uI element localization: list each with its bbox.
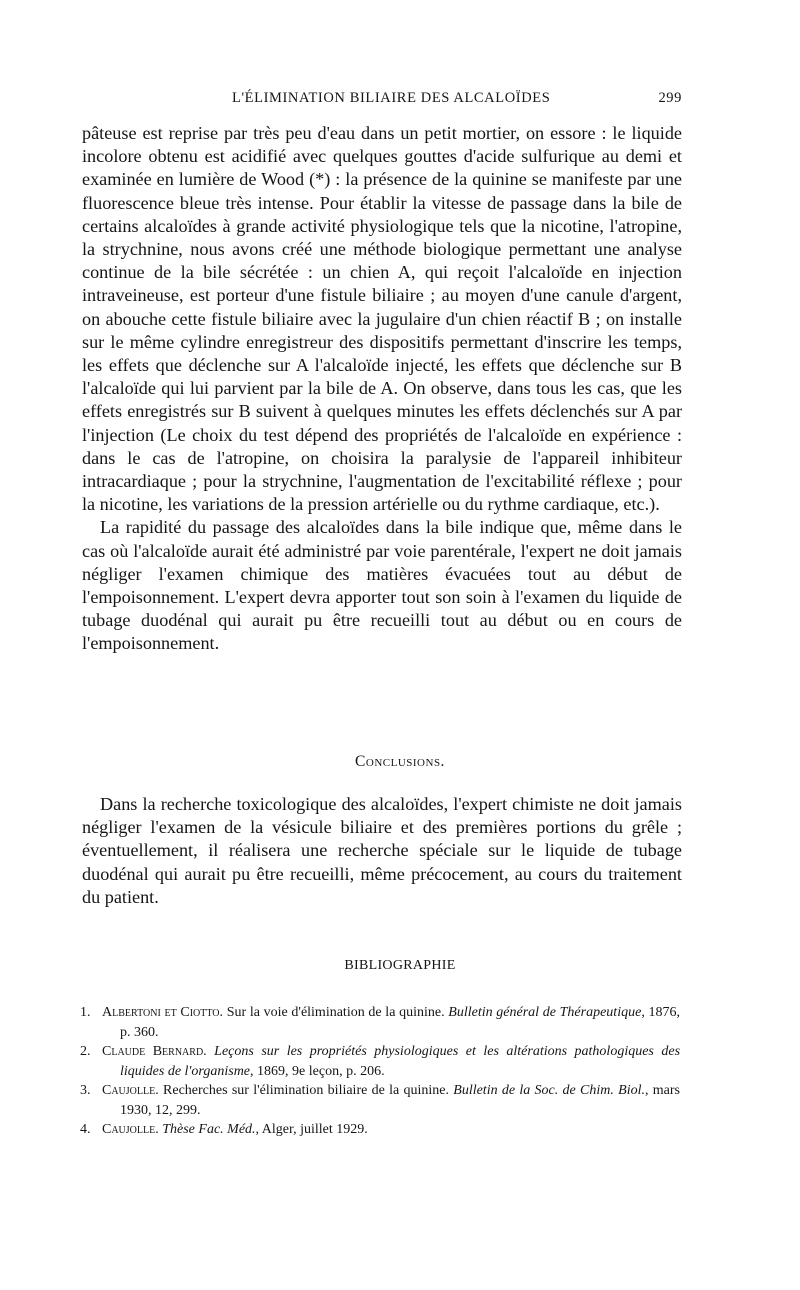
entry-number: 2. xyxy=(80,1044,91,1059)
entry-details: , 1869, 9e leçon, p. 206. xyxy=(250,1063,385,1079)
entry-number: 1. xyxy=(80,1005,91,1020)
entry-details: , Alger, juillet 1929. xyxy=(255,1122,368,1137)
entry-authors: Caujolle. xyxy=(102,1122,159,1137)
entry-text: Sur la voie d'élimination de la quinine. xyxy=(223,1005,449,1020)
entry-journal: Bulletin de la Soc. de Chim. Biol. xyxy=(453,1083,645,1098)
running-title: L'ÉLIMINATION BILIAIRE DES ALCALOÏDES xyxy=(232,90,551,106)
section-heading-conclusions: Conclusions. xyxy=(355,753,445,770)
bibliography-entry xyxy=(80,1003,680,1042)
entry-number: 3. xyxy=(80,1083,91,1098)
bibliography-list xyxy=(80,1003,680,1140)
bibliography-entry xyxy=(80,1081,680,1120)
section-heading-bibliography: BIBLIOGRAPHIE xyxy=(344,958,456,973)
entry-journal: Bulletin général de Thérapeutique xyxy=(448,1005,642,1020)
paragraph: Dans la recherche toxicologique des alcaloïdes, l'expert chimiste ne doit jamais négliger l'examen de la vésicule biliaire et des premières portions du grêle ; éventuellement, il réalisera une recherche spéciale sur le liquide de tubage duodénal qui aurait pu être recueilli, même précocement, au cours du traitement du patient. xyxy=(82,794,682,907)
entry-journal: Thèse Fac. Méd. xyxy=(162,1122,256,1137)
body-text xyxy=(82,122,682,656)
entry-number: 4. xyxy=(80,1122,91,1137)
page-number: 299 xyxy=(658,90,682,106)
entry-journal: Leçons sur les propriétés physiologiques et les altérations pathologiques des liquides de l'organisme xyxy=(120,1044,681,1079)
bibliography-entry xyxy=(80,1042,680,1081)
entry-text: Recherches sur l'élimination biliaire de la quinine. xyxy=(158,1083,454,1098)
conclusions-text xyxy=(82,793,682,909)
entry-details: , mars 1930, 12, 299. xyxy=(120,1083,680,1118)
entry-authors: Caujolle. xyxy=(102,1083,159,1098)
entry-authors: Albertoni et Ciotto. xyxy=(102,1005,224,1020)
bibliography-entry xyxy=(80,1120,680,1140)
paragraph: pâteuse est reprise par très peu d'eau dans un petit mortier, on essore : le liquide incolore obtenu est acidifié avec quelques gouttes d'acide sulfurique au demi et examinée en lumière de Wood (*) : la présence de la quinine se manifeste par une fluorescence bleue très intense. Pour établir la vitesse de passage dans la bile de certains alcaloïdes à grande activité physiologique tels que la nicotine, l'atropine, la strychnine, nous avons créé une méthode biologique permettant une analyse continue de la bile sécrétée : un chien A, qui reçoit l'alcaloïde en injection intraveineuse, est porteur d'une fistule biliaire ; au moyen d'une canule d'argent, on abouche cette fistule biliaire avec la jugulaire d'un chien réactif B ; on installe sur le même cylindre enregistreur des dispositifs permettant d'inscrire les temps, les effets que déclenche sur A l'alcaloïde injecté, les effets que déclenche sur B l'alcaloïde qui lui parvient par la bile de A. On observe, dans tous les cas, que les effets enregistrés sur B suivent à quelques minutes les effets déclenchés sur A par l'injection (Le choix du test dépend des propriétés de l'alcaloïde en expérience : dans le cas de l'atropine, on choisira la paralysie de l'appareil inhibiteur intracardiaque ; pour la strychnine, l'augmentation de l'excitabilité réflexe ; pour la nicotine, les variations de la pression artérielle ou du rythme cardiaque, etc.). xyxy=(82,123,682,515)
entry-authors: Claude Bernard. xyxy=(102,1044,207,1059)
entry-details: , 1876, p. 360. xyxy=(120,1005,680,1040)
paragraph: La rapidité du passage des alcaloïdes dans la bile indique que, même dans le cas où l'alcaloïde aurait été administré par voie parentérale, l'expert ne doit jamais négliger l'examen chimique des matières évacuées tout au début de l'empoisonnement. L'expert devra apporter tout son soin à l'examen du liquide de tubage duodénal qui aurait pu être recueilli tout au début ou en cours de l'empoisonnement. xyxy=(82,517,682,654)
